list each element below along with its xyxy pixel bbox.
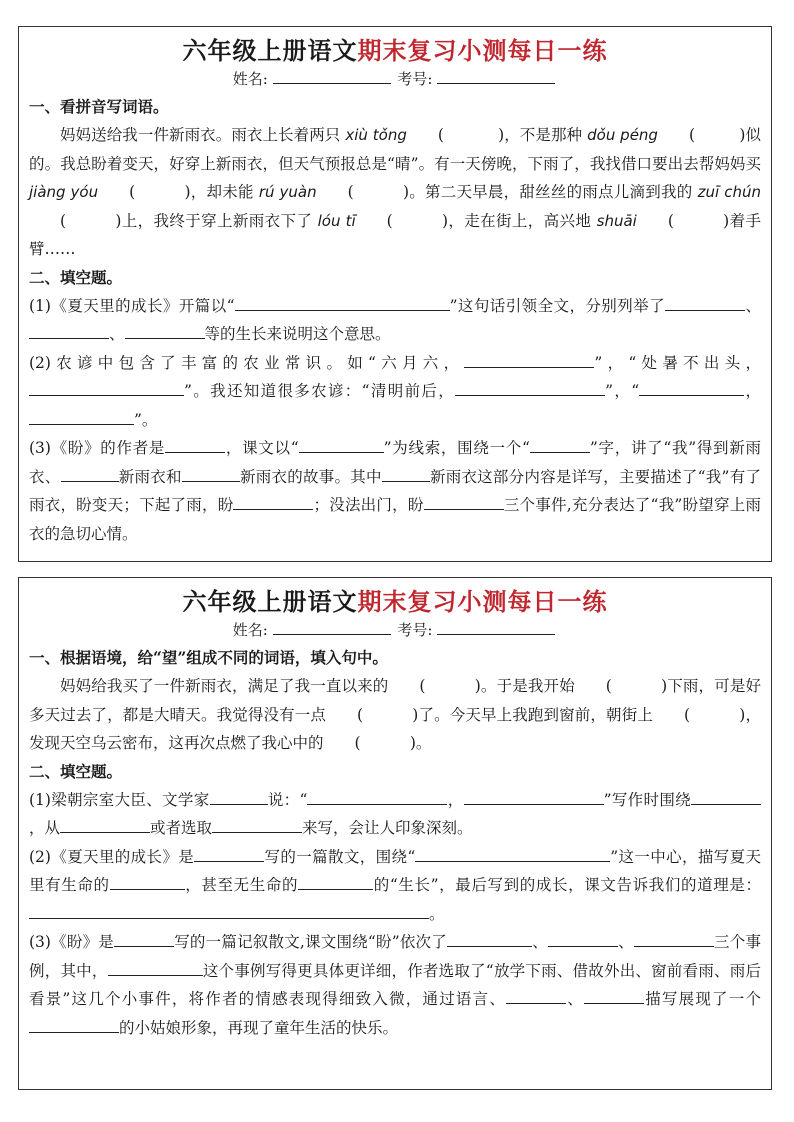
question-text: 这个事例写得更具体更详细，作者选取了“放学下雨、借故外出、窗前看雨、雨后看景”这几个小事件，将作者的情感表现得细致入微，通过语言、: [29, 961, 761, 1008]
passage-text: 。于是我开始: [480, 677, 575, 695]
passage-text: 。: [415, 734, 432, 752]
answer-blank[interactable]: [210, 788, 268, 805]
answer-blank[interactable]: [299, 436, 384, 453]
title-black-part: 六年级上册语文: [182, 36, 358, 65]
answer-blank[interactable]: [29, 1016, 119, 1033]
question-text: 或者选取: [150, 819, 213, 837]
title-black-part: 六年级上册语文: [182, 587, 358, 616]
answer-blank[interactable]: [584, 987, 644, 1004]
name-field[interactable]: [273, 67, 391, 84]
answer-blank[interactable]: [298, 873, 373, 890]
answer-blank[interactable]: [455, 379, 605, 396]
answer-blank[interactable]: [114, 930, 174, 947]
answer-blank[interactable]: [639, 379, 744, 396]
question-text: (2)农谚中包含了丰富的农业常识。如“六月六，: [29, 353, 465, 372]
answer-blank[interactable]: [194, 845, 264, 862]
exam-number-label: 考号:: [397, 621, 433, 639]
section-heading-fill-blank: 二、填空题。: [29, 761, 123, 781]
passage-text: 妈妈给我买了一件新雨衣，满足了我一直以来的: [60, 677, 389, 695]
answer-bracket[interactable]: ( ): [688, 126, 746, 144]
title-red-part: 期末复习小测每日一练: [357, 36, 608, 65]
answer-blank[interactable]: [182, 465, 240, 482]
passage-text: ，却未能: [190, 183, 254, 201]
answer-bracket[interactable]: ( ): [60, 211, 122, 230]
question-text: 新雨衣的故事。其中: [239, 467, 382, 486]
answer-blank[interactable]: [29, 408, 134, 425]
question-text: 、: [617, 933, 634, 951]
answer-bracket[interactable]: ( ): [437, 126, 505, 144]
question-text: 三个事件,充分表达了“我”盼望穿上雨衣的急切心情。: [29, 496, 761, 543]
question-2: [29, 843, 761, 929]
section-heading-fill-blank: 二、填空题。: [29, 267, 123, 287]
question-1: [29, 786, 761, 843]
question-text: ”。我还知道很多农谚：“清明前后，: [184, 382, 456, 400]
question-text: 等的生长来说明这个意思。: [204, 325, 391, 343]
pinyin-prompt: lóu tī: [317, 211, 356, 230]
answer-blank[interactable]: [233, 493, 313, 510]
question-text: 写的一篇记叙散文,课文围绕“盼”依次了: [174, 933, 447, 951]
answer-blank[interactable]: [506, 987, 566, 1004]
question-text: ”为线索，围绕一个“: [383, 439, 530, 457]
question-text: ”，“处暑不出头，: [594, 353, 761, 372]
question-text: 写的一篇散文，围绕“: [264, 847, 416, 866]
section-heading-pinyin: 一、看拼音写词语。: [29, 97, 169, 116]
question-text: ，课文以“: [225, 439, 299, 457]
question-text: ，: [447, 790, 464, 809]
answer-blank[interactable]: [548, 930, 618, 947]
name-exam-bar: [29, 618, 761, 642]
question-text: 三个事例，其中，: [29, 933, 761, 980]
answer-bracket[interactable]: ( ): [605, 677, 668, 695]
question-text: (1)梁朝宗室大臣、文学家: [29, 790, 210, 809]
question-text: (3)《盼》是: [29, 933, 115, 951]
question-text: 新雨衣这部分内容是详写，主要描述了“我”有了雨衣，盼变天；下起了雨，盼: [29, 467, 761, 514]
answer-blank[interactable]: [125, 322, 205, 339]
name-label: 姓名:: [232, 621, 268, 639]
question-text: ”，“: [605, 382, 640, 400]
answer-blank[interactable]: [530, 436, 590, 453]
name-exam-bar: [29, 67, 761, 91]
exam-number-label: 考号:: [397, 70, 433, 88]
pinyin-prompt: rú yuàn: [258, 183, 317, 201]
question-text: ”。: [134, 410, 158, 429]
answer-blank[interactable]: [415, 845, 610, 862]
answer-blank[interactable]: [464, 351, 594, 368]
answer-blank[interactable]: [212, 816, 302, 833]
question-text: 描写展现了一个: [644, 990, 761, 1008]
answer-blank[interactable]: [447, 930, 532, 947]
sheet-title: [29, 586, 761, 618]
exam-number-field[interactable]: [437, 618, 555, 635]
section-heading-word-forming: 一、根据语境，给“望”组成不同的词语，填入句中。: [29, 648, 388, 667]
question-text: ，从: [29, 819, 61, 837]
pinyin-prompt: zuī chún: [697, 183, 761, 201]
question-text: 新雨衣和: [118, 467, 182, 486]
answer-bracket[interactable]: ( ): [386, 211, 449, 230]
answer-bracket[interactable]: ( ): [667, 211, 730, 230]
question-text: 、: [109, 325, 125, 343]
question-text: ”字，讲了“我”得到新雨衣、: [29, 439, 761, 486]
passage-text: ，不是那种: [504, 126, 583, 144]
question-text: (2)《夏天里的成长》是: [29, 847, 195, 866]
question-text: ”这一中心，描写夏天里有生命的: [29, 847, 761, 894]
pinyin-passage: [29, 121, 761, 264]
answer-bracket[interactable]: ( ): [419, 677, 481, 695]
answer-blank[interactable]: [29, 902, 429, 919]
question-text: 的“生长”，最后写到的成长，课文告诉我们的道理是：: [373, 876, 761, 894]
answer-bracket[interactable]: ( ): [347, 183, 409, 201]
word-forming-passage: [29, 672, 761, 758]
question-text: 、: [531, 933, 548, 951]
name-label: 姓名:: [232, 70, 268, 88]
question-3: [29, 928, 761, 1042]
passage-text: 下雨，可是好多天过去了，都是大晴天。我觉得没有一点: [29, 677, 761, 724]
answer-bracket[interactable]: ( ): [683, 705, 746, 724]
answer-blank[interactable]: [60, 816, 150, 833]
answer-blank[interactable]: [634, 930, 714, 947]
exam-number-field[interactable]: [437, 67, 555, 84]
question-text: 来写，会让人印象深刻。: [302, 819, 473, 837]
passage-text: 似的。我总盼着变天，好穿上新雨衣，但天气预报总是“晴”。有一天傍晚，下雨了，我找借口要出去帮妈妈买: [29, 126, 761, 173]
pinyin-prompt: shuāi: [596, 211, 637, 230]
answer-blank[interactable]: [235, 294, 450, 311]
question-text: (1)《夏天里的成长》开篇以“: [29, 296, 235, 315]
question-text: 说：“: [267, 790, 308, 809]
pinyin-prompt: xiù tǒng: [345, 126, 407, 144]
question-text: ，甚至无生命的: [184, 876, 299, 894]
name-field[interactable]: [273, 618, 391, 635]
answer-blank[interactable]: [110, 873, 185, 890]
answer-blank[interactable]: [464, 788, 604, 805]
passage-text: 了。今天早上我跑到窗前，朝街上: [418, 705, 653, 724]
title-red-part: 期末复习小测每日一练: [357, 587, 608, 616]
question-text: 、: [566, 990, 584, 1008]
question-text: 的小姑娘形象，再现了童年生活的快乐。: [119, 1018, 399, 1037]
question-text: ”这句话引领全文，分别列举了: [449, 296, 666, 315]
question-text: ；没法出门，盼: [313, 496, 424, 514]
answer-blank[interactable]: [29, 322, 109, 339]
question-text: 、: [745, 296, 761, 315]
sheet-title: [29, 35, 761, 67]
passage-text: ，发现天空乌云密布，这再次点燃了我心中的: [29, 705, 761, 752]
question-2: [29, 349, 761, 435]
passage-text: 着手臂……: [29, 211, 761, 258]
question-text: ，: [744, 382, 761, 400]
answer-bracket[interactable]: ( ): [354, 734, 416, 752]
answer-bracket[interactable]: ( ): [129, 183, 191, 201]
answer-blank[interactable]: [29, 379, 184, 396]
question-1: [29, 292, 761, 349]
question-3: [29, 434, 761, 548]
question-text: (3)《盼》的作者是: [29, 439, 166, 457]
pinyin-prompt: jiàng yóu: [29, 183, 99, 201]
answer-blank[interactable]: [61, 465, 119, 482]
answer-blank[interactable]: [665, 294, 745, 311]
pinyin-prompt: dǒu péng: [587, 126, 658, 144]
answer-blank[interactable]: [307, 788, 447, 805]
passage-text: 上，我终于穿上新雨衣下了: [121, 211, 313, 230]
answer-blank[interactable]: [382, 465, 430, 482]
question-text: 。: [429, 904, 445, 923]
worksheet-card-1: [18, 26, 772, 562]
question-text: ”写作时围绕: [603, 790, 691, 809]
worksheet-card-2: [18, 577, 772, 1090]
passage-text: 妈妈送给我一件新雨衣。雨衣上长着两只: [60, 126, 341, 144]
passage-text: 。第二天早晨，甜丝丝的雨点儿滴到我的: [409, 183, 693, 201]
answer-blank[interactable]: [424, 493, 504, 510]
answer-blank[interactable]: [691, 788, 761, 805]
answer-blank[interactable]: [108, 959, 203, 976]
passage-text: ，走在街上，高兴地: [448, 211, 592, 230]
answer-blank[interactable]: [165, 436, 225, 453]
answer-bracket[interactable]: ( ): [356, 705, 419, 724]
